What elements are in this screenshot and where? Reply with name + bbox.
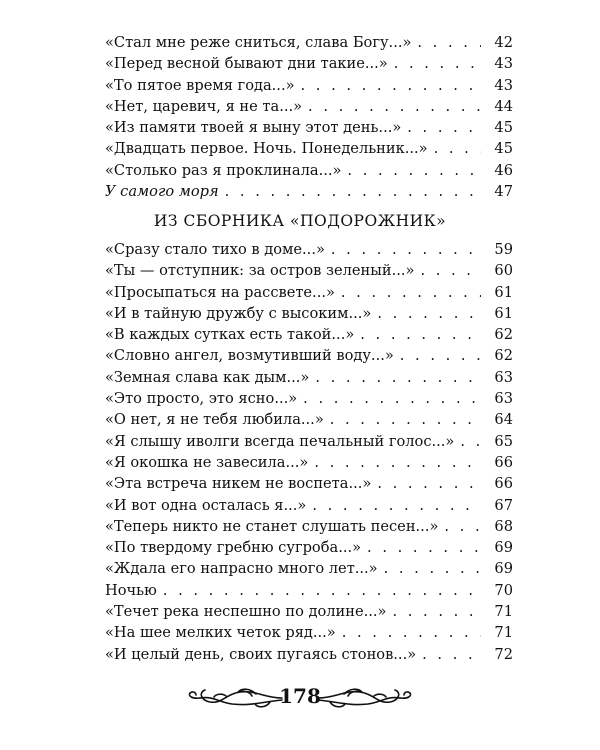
toc-page-number: 47 xyxy=(494,183,513,201)
toc-row xyxy=(105,75,513,96)
toc-row xyxy=(105,452,513,473)
toc-title: «На шее мелких четок ряд...» xyxy=(105,624,336,642)
toc-title: «Двадцать первое. Ночь. Понедельник...» xyxy=(105,140,428,158)
toc-row xyxy=(105,181,513,202)
toc-row xyxy=(105,409,513,430)
dot-leader xyxy=(315,367,481,388)
section-heading: ИЗ СБОРНИКА «ПОДОРОЖНИК» xyxy=(153,212,447,230)
toc-row xyxy=(105,303,513,324)
toc-row xyxy=(105,117,513,138)
toc-title: «Столько раз я проклинала...» xyxy=(105,161,342,179)
toc-row xyxy=(105,282,513,303)
toc-title: «И в тайную дружбу с высоким...» xyxy=(105,304,372,322)
dot-leader xyxy=(377,473,481,494)
toc-title: «Теперь никто не станет слушать песен...» xyxy=(105,517,439,535)
toc-title: «Я окошка не завесила...» xyxy=(105,453,309,471)
toc-row xyxy=(105,260,513,281)
dot-leader xyxy=(407,117,481,138)
dot-leader xyxy=(393,601,482,622)
dot-leader xyxy=(342,622,481,643)
toc-row xyxy=(105,96,513,117)
toc-title: «Просыпаться на рассвете...» xyxy=(105,283,335,301)
toc-title: «И вот одна осталась я...» xyxy=(105,496,307,514)
toc-page-number: 72 xyxy=(494,645,513,663)
dot-leader xyxy=(367,537,481,558)
toc-page-number: 44 xyxy=(494,97,513,115)
dot-leader xyxy=(341,282,481,303)
toc-title: «По твердому гребню сугроба...» xyxy=(105,539,362,557)
toc-title: «Эта встреча никем не воспета...» xyxy=(105,475,372,493)
dot-leader xyxy=(394,53,481,74)
toc-page-number: 43 xyxy=(494,76,513,94)
toc-row xyxy=(105,537,513,558)
dot-leader xyxy=(330,409,481,430)
dot-leader xyxy=(301,75,481,96)
toc-row xyxy=(105,324,513,345)
toc-page-number: 43 xyxy=(494,55,513,73)
toc-row xyxy=(105,495,513,516)
toc-row xyxy=(105,431,513,452)
toc-page-number: 63 xyxy=(494,368,513,386)
toc-page-number: 67 xyxy=(494,496,513,514)
toc-title: «Земная слава как дым...» xyxy=(105,368,310,386)
dot-leader xyxy=(331,239,481,260)
toc-row xyxy=(105,367,513,388)
toc-page-number: 71 xyxy=(494,624,513,642)
toc-page-number: 66 xyxy=(494,475,513,493)
toc-row xyxy=(105,345,513,366)
dot-leader xyxy=(225,181,481,202)
toc-row xyxy=(105,516,513,537)
dot-leader xyxy=(384,558,481,579)
toc-title: «Нет, царевич, я не та...» xyxy=(105,97,303,115)
toc-row xyxy=(105,644,513,665)
toc-row xyxy=(105,160,513,181)
toc-title: «Стал мне реже сниться, слава Богу...» xyxy=(105,34,412,51)
dot-leader xyxy=(434,138,481,159)
page-footer xyxy=(0,676,600,716)
toc-row xyxy=(105,138,513,159)
toc-page-number: 59 xyxy=(494,241,513,258)
toc-page-number: 71 xyxy=(494,603,513,621)
toc-title: «То пятое время года...» xyxy=(105,76,295,94)
toc-title: «Перед весной бывают дни такие...» xyxy=(105,55,388,73)
toc-block-2 xyxy=(105,239,513,665)
toc-page-number: 70 xyxy=(494,581,513,599)
toc-title: «Я слышу иволги всегда печальный голос...» xyxy=(105,432,455,450)
toc-page-number: 60 xyxy=(494,262,513,280)
toc-title: «Это просто, это ясно...» xyxy=(105,390,298,408)
toc-page-number: 68 xyxy=(494,517,513,535)
toc-row xyxy=(105,32,513,53)
toc-title: «Словно ангел, возмутивший воду...» xyxy=(105,347,394,365)
toc-page-number: 42 xyxy=(494,34,513,51)
toc-block-1 xyxy=(105,32,513,202)
toc-title: «Течет река неспешно по долине...» xyxy=(105,603,387,621)
dot-leader xyxy=(312,495,481,516)
dot-leader xyxy=(347,160,481,181)
toc-page-number: 46 xyxy=(494,161,513,179)
toc-title: «О нет, я не тебя любила...» xyxy=(105,411,324,429)
dot-leader xyxy=(163,580,481,601)
toc-title: «Сразу стало тихо в доме...» xyxy=(105,241,325,258)
toc-page-number: 45 xyxy=(494,119,513,137)
toc-page-number: 62 xyxy=(494,326,513,344)
toc-page-number: 45 xyxy=(494,140,513,158)
toc-title: У самого моря xyxy=(105,183,219,201)
toc-page-number: 62 xyxy=(494,347,513,365)
toc-title: «В каждых сутках есть такой...» xyxy=(105,326,355,344)
toc-page-number: 69 xyxy=(494,539,513,557)
toc-page-number: 61 xyxy=(494,283,513,301)
toc-row xyxy=(105,601,513,622)
dot-leader xyxy=(400,345,481,366)
toc-row xyxy=(105,388,513,409)
dot-leader xyxy=(303,388,481,409)
dot-leader xyxy=(360,324,481,345)
toc-page-number: 65 xyxy=(494,432,513,450)
toc-title: «Из памяти твоей я выну этот день...» xyxy=(105,119,402,137)
dot-leader xyxy=(460,431,481,452)
toc-row xyxy=(105,53,513,74)
toc-title: «Ты — отступник: за остров зеленый...» xyxy=(105,262,415,280)
dot-leader xyxy=(308,96,481,117)
toc-page-number: 61 xyxy=(494,304,513,322)
toc-row xyxy=(105,580,513,601)
page-number: 178 xyxy=(279,684,321,708)
dot-leader xyxy=(420,260,481,281)
toc-row xyxy=(105,473,513,494)
dot-leader xyxy=(377,303,481,324)
toc-page-number: 63 xyxy=(494,390,513,408)
toc-title: «И целый день, своих пугаясь стонов...» xyxy=(105,645,417,663)
toc-row xyxy=(105,558,513,579)
toc-page-number: 66 xyxy=(494,453,513,471)
dot-leader xyxy=(444,516,481,537)
toc-row xyxy=(105,239,513,260)
dot-leader xyxy=(417,32,481,53)
toc-title: «Ждала его напрасно много лет...» xyxy=(105,560,378,578)
toc-title: Ночью xyxy=(105,581,157,599)
toc-page-number: 64 xyxy=(494,411,513,429)
toc-page-number: 69 xyxy=(494,560,513,578)
dot-leader xyxy=(422,644,481,665)
toc-row xyxy=(105,622,513,643)
dot-leader xyxy=(314,452,481,473)
